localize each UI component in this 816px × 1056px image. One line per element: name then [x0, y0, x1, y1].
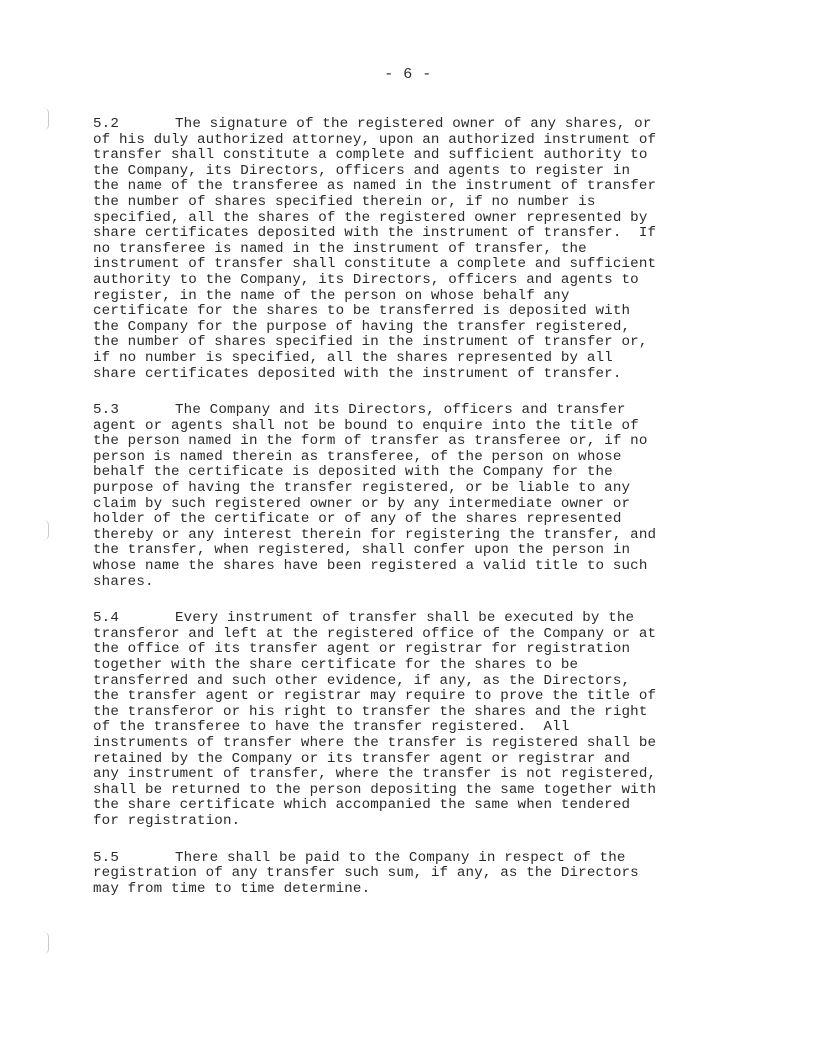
- paragraph-line: [93, 642, 733, 658]
- section-5-2: [93, 117, 733, 382]
- line-text: register, in the name of the person on whose behalf any: [93, 287, 570, 304]
- paragraph-line: [93, 611, 733, 627]
- line-text: There shall be paid to the Company in respect of the: [175, 849, 626, 866]
- line-text: together with the share certificate for the shares to be: [93, 657, 579, 673]
- line-text: specified, all the shares of the registered owner represented by: [93, 209, 648, 226]
- paragraph-line: [93, 257, 733, 273]
- paragraph-line: [93, 658, 733, 674]
- paragraph-line: [93, 164, 733, 180]
- paragraph-line: [93, 866, 733, 882]
- paragraph-line: [93, 512, 733, 528]
- page-number: - 6 -: [384, 66, 432, 83]
- line-text: for registration.: [93, 812, 241, 829]
- document-body: [93, 117, 733, 918]
- line-text: behalf the certificate is deposited with the Company for the: [93, 464, 613, 481]
- line-text: share certificates deposited with the instrument of transfer. If: [93, 225, 657, 242]
- paragraph-line: [93, 767, 733, 783]
- line-text: shall be returned to the person depositing the same together with: [93, 781, 657, 798]
- line-text: any instrument of transfer, where the transfer is not registered,: [93, 766, 657, 783]
- line-text: transferor and left at the registered office of the Company or at: [93, 625, 657, 642]
- paragraph-line: [93, 814, 733, 830]
- line-text: authority to the Company, its Directors, officers and agents to: [93, 271, 639, 288]
- line-text: instruments of transfer where the transfer is registered shall be: [93, 734, 657, 751]
- line-text: the office of its transfer agent or registrar for registration: [93, 641, 631, 658]
- paragraph-line: [93, 851, 733, 867]
- paragraph-line: [93, 528, 733, 544]
- line-text: whose name the shares have been registered a valid title to such: [93, 558, 648, 575]
- paragraph-line: [93, 798, 733, 814]
- section-number: 5.5: [93, 849, 119, 866]
- line-text: the number of shares specified therein or, if no number is: [93, 193, 596, 210]
- paragraph-line: [93, 351, 733, 367]
- paragraph-line: [93, 689, 733, 705]
- line-text: if no number is specified, all the shares represented by all: [93, 349, 613, 366]
- paragraph-line: [93, 575, 733, 591]
- paragraph-line: [93, 304, 733, 320]
- paragraph-line: [93, 882, 733, 898]
- line-text: transferred and such other evidence, if any, as the Directors,: [93, 672, 631, 689]
- paragraph-line: [93, 481, 733, 497]
- paragraph-line: [93, 289, 733, 305]
- paragraph-line: [93, 273, 733, 289]
- line-text: the transfer, when registered, shall confer upon the person in: [93, 542, 631, 559]
- paragraph-line: [93, 403, 733, 419]
- line-text: the person named in the form of transfer as transferee or, if no: [93, 433, 648, 450]
- section-number: 5.2: [93, 116, 119, 132]
- paragraph-line: [93, 148, 733, 164]
- line-text: the transfer agent or registrar may require to prove the title of: [93, 688, 657, 705]
- section-5-4: [93, 611, 733, 829]
- line-text: share certificates deposited with the instrument of transfer.: [93, 365, 622, 382]
- line-text: agent or agents shall not be bound to enquire into the title of: [93, 417, 639, 434]
- line-text: of the transferee to have the transfer registered. All: [93, 719, 570, 736]
- paragraph-line: [93, 211, 733, 227]
- paragraph-line: [93, 543, 733, 559]
- line-text: no transferee is named in the instrument of transfer, the: [93, 240, 587, 257]
- line-text: the Company for the purpose of having the transfer registered,: [93, 318, 631, 335]
- paragraph-line: [93, 783, 733, 799]
- paragraph-line: [93, 419, 733, 435]
- line-text: The Company and its Directors, officers and transfer: [175, 402, 626, 419]
- paragraph-line: [93, 705, 733, 721]
- line-text: of his duly authorized attorney, upon an authorized instrument of: [93, 131, 657, 148]
- line-text: claim by such registered owner or by any intermediate owner or: [93, 495, 631, 512]
- paragraph-line: [93, 226, 733, 242]
- paragraph-line: [93, 627, 733, 643]
- line-text: transfer shall constitute a complete and sufficient authority to: [93, 147, 648, 164]
- line-text: certificate for the shares to be transferred is deposited with: [93, 303, 631, 320]
- line-text: retained by the Company or its transfer agent or registrar and: [93, 750, 631, 767]
- line-text: the number of shares specified in the instrument of transfer or,: [93, 334, 648, 351]
- line-text: holder of the certificate or of any of the shares represented: [93, 511, 622, 528]
- section-number: 5.4: [93, 610, 119, 627]
- line-text: purpose of having the transfer registered, or be liable to any: [93, 480, 631, 497]
- section-number: 5.3: [93, 402, 119, 419]
- line-text: may from time to time determine.: [93, 880, 371, 897]
- paragraph-line: [93, 195, 733, 211]
- paragraph-line: [93, 335, 733, 351]
- paragraph-line: [93, 465, 733, 481]
- paragraph-line: [93, 367, 733, 383]
- paragraph-line: [93, 674, 733, 690]
- section-5-5: [93, 851, 733, 898]
- paragraph-line: [93, 434, 733, 450]
- line-text: instrument of transfer shall constitute a complete and sufficient: [93, 256, 657, 273]
- paragraph-line: [93, 242, 733, 258]
- line-text: the transferor or his right to transfer the shares and the right: [93, 703, 648, 720]
- line-text: the name of the transferee as named in the instrument of transfer: [93, 178, 657, 195]
- paragraph-line: [93, 117, 733, 133]
- binder-hole-mark-middle: [44, 520, 49, 540]
- paragraph-line: [93, 752, 733, 768]
- paragraph-line: [93, 497, 733, 513]
- line-text: Every instrument of transfer shall be executed by the: [175, 610, 635, 627]
- line-text: The signature of the registered owner of any shares, or: [175, 116, 652, 132]
- line-text: the Company, its Directors, officers and agents to register in: [93, 162, 631, 179]
- paragraph-line: [93, 320, 733, 336]
- binder-hole-mark-top: [44, 108, 49, 130]
- line-text: thereby or any interest therein for registering the transfer, and: [93, 526, 657, 543]
- binder-hole-mark-bottom: [44, 932, 49, 954]
- line-text: shares.: [93, 573, 154, 590]
- line-text: the share certificate which accompanied the same when tendered: [93, 797, 631, 814]
- paragraph-line: [93, 559, 733, 575]
- section-5-3: [93, 403, 733, 590]
- line-text: person is named therein as transferee, of the person on whose: [93, 448, 622, 465]
- paragraph-line: [93, 450, 733, 466]
- line-text: registration of any transfer such sum, if any, as the Directors: [93, 865, 639, 882]
- paragraph-line: [93, 720, 733, 736]
- paragraph-line: [93, 179, 733, 195]
- paragraph-line: [93, 736, 733, 752]
- paragraph-line: [93, 133, 733, 149]
